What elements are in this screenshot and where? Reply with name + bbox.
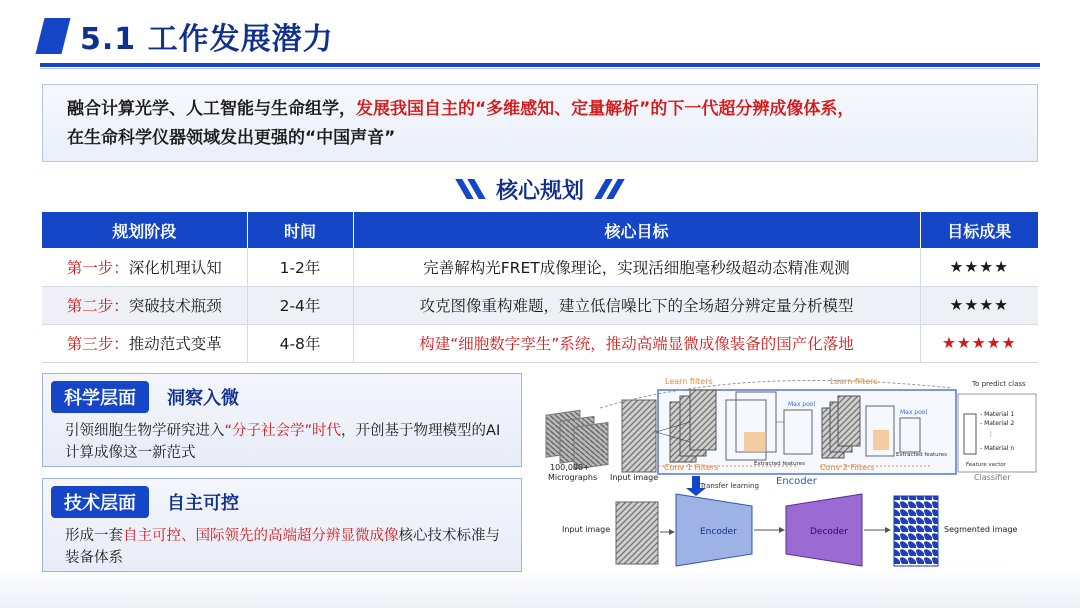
feature-vector-label: Feature vector bbox=[966, 462, 1006, 468]
stage-name: 深化机理认知 bbox=[128, 258, 222, 277]
title-bar bbox=[40, 14, 334, 58]
max-pool-label-2: Max pool bbox=[900, 409, 928, 416]
stage-cell bbox=[42, 324, 247, 362]
extracted-features-label-2: Extracted features bbox=[896, 452, 948, 458]
plan-title: 核心规划 bbox=[495, 178, 584, 204]
highlight-region bbox=[873, 430, 889, 450]
rating-stars: ★★★★ bbox=[920, 248, 1038, 286]
intro-text-highlight: 发展我国自主的“多维感知、定量解析”的下一代超分辨成像体系， bbox=[356, 99, 855, 119]
input-image-bottom bbox=[616, 502, 658, 564]
tech-panel bbox=[42, 478, 522, 572]
science-text-plain: 引领细胞生物学研究进入 bbox=[65, 423, 225, 439]
science-text-plain-2: ，开创基于物理模型的AI计算成像这一新范式 bbox=[65, 423, 501, 461]
plan-table bbox=[42, 212, 1038, 363]
extracted-features-label: Extracted features bbox=[754, 461, 806, 467]
learn-filters-label: Learn filters bbox=[665, 377, 713, 386]
column-header: 时间 bbox=[247, 212, 353, 248]
column-header: 目标成果 bbox=[920, 212, 1038, 248]
conv2-filters-label: Conv 2 Filters bbox=[820, 463, 875, 472]
intro-text-plain: 融合计算光学、人工智能与生命组学， bbox=[67, 99, 356, 119]
tech-panel-header bbox=[51, 485, 521, 519]
slash-decoration-left bbox=[461, 179, 480, 199]
intro-line-2: 在生命科学仪器领域发出更强的“中国声音” bbox=[67, 128, 396, 148]
stage-step: 第二步： bbox=[66, 297, 129, 315]
time-cell: 2-4年 bbox=[247, 286, 353, 324]
stage-cell bbox=[42, 248, 247, 286]
material-label: ⋮ bbox=[988, 431, 994, 438]
plan-heading bbox=[0, 172, 1080, 206]
table-row bbox=[42, 286, 1038, 324]
stage-name: 推动范式变革 bbox=[128, 335, 222, 353]
science-panel-header bbox=[51, 380, 521, 414]
time-cell: 1-2年 bbox=[247, 248, 353, 286]
encoder-label: Encoder bbox=[700, 527, 737, 537]
predict-class-label: To predict class bbox=[972, 380, 1026, 388]
max-pool-label: Max pool bbox=[788, 401, 816, 408]
table-row bbox=[42, 324, 1038, 362]
title-divider bbox=[40, 63, 1040, 67]
time-cell: 4-8年 bbox=[247, 324, 353, 362]
rating-stars: ★★★★★ bbox=[920, 324, 1038, 362]
segmented-image bbox=[894, 496, 938, 566]
conv2-filter bbox=[838, 396, 860, 446]
input-image-label-top: Input image bbox=[610, 473, 659, 482]
decoder-label: Decoder bbox=[810, 527, 848, 537]
tech-subtitle: 自主可控 bbox=[167, 493, 239, 514]
page-title: 5.1 工作发展潜力 bbox=[80, 22, 334, 57]
column-header: 规划阶段 bbox=[42, 212, 247, 248]
science-text-highlight: “分子社会学”时代 bbox=[224, 423, 342, 439]
learn-filters-label-2: Learn filters bbox=[830, 377, 878, 386]
rating-stars: ★★★★ bbox=[920, 286, 1038, 324]
title-divider-thin bbox=[40, 68, 1040, 69]
input-image-tile bbox=[622, 400, 656, 472]
material-label: - Material 1 bbox=[980, 411, 1015, 418]
goal-cell: 攻克图像重构难题，建立低信噪比下的全场超分辨定量分析模型 bbox=[353, 286, 920, 324]
material-label: - Material n bbox=[980, 445, 1015, 452]
science-panel bbox=[42, 373, 522, 467]
input-image-label-bottom: Input image bbox=[562, 525, 611, 534]
science-subtitle: 洞察入微 bbox=[167, 388, 239, 409]
science-tag: 科学层面 bbox=[51, 381, 149, 413]
conv1-filter bbox=[690, 390, 716, 450]
goal-cell: 构建“细胞数字孪生”系统，推动高端显微成像装备的国产化落地 bbox=[353, 324, 920, 362]
micrographs-count: 100,000+ bbox=[550, 463, 590, 472]
title-accent-mark bbox=[36, 18, 71, 54]
stage-cell bbox=[42, 286, 247, 324]
intro-box bbox=[42, 84, 1038, 162]
slash-decoration-right bbox=[600, 179, 619, 199]
conv1-filters-label: Conv 1 Filters bbox=[664, 463, 719, 472]
tech-text-plain: 形成一套 bbox=[65, 528, 123, 544]
material-label: - Material 2 bbox=[980, 420, 1015, 427]
transfer-learning-label: Transfer learning bbox=[700, 482, 759, 490]
stage-name: 突破技术瓶颈 bbox=[128, 297, 222, 315]
tech-text-plain-2: 核心技术标准与装备体系 bbox=[65, 528, 500, 566]
science-text bbox=[43, 414, 521, 470]
segmented-image-label: Segmented image bbox=[944, 525, 1018, 534]
column-header: 核心目标 bbox=[353, 212, 920, 248]
encoder-label-top: Encoder bbox=[776, 476, 817, 487]
micrographs-label: Micrographs bbox=[548, 473, 598, 482]
tech-text bbox=[43, 519, 521, 575]
goal-cell: 完善解构光FRET成像理论，实现活细胞毫秒级超动态精准观测 bbox=[353, 248, 920, 286]
highlight-region bbox=[744, 432, 766, 452]
tech-text-highlight: 自主可控、国际领先的高端超分辨显微成像 bbox=[123, 528, 399, 544]
intro-line-1 bbox=[67, 95, 1013, 124]
tech-tag: 技术层面 bbox=[51, 486, 149, 518]
table-header-row bbox=[42, 212, 1038, 248]
network-diagram bbox=[540, 372, 1040, 572]
stage-step: 第一步： bbox=[66, 258, 129, 277]
stage-step: 第三步： bbox=[66, 335, 129, 353]
classifier-frame bbox=[958, 394, 1036, 472]
table-row bbox=[42, 248, 1038, 286]
classifier-label: Classifier bbox=[974, 473, 1011, 482]
